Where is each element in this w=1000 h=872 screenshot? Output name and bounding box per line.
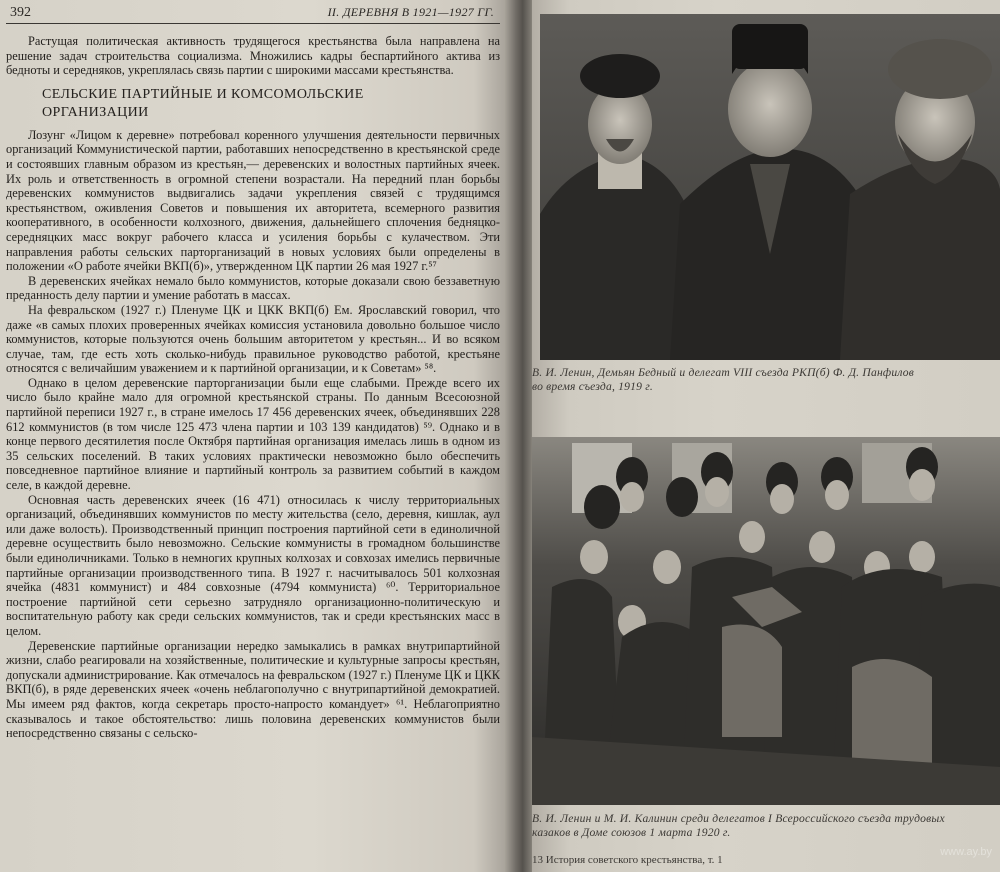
- caption-top-line2: во время съезда, 1919 г.: [532, 380, 653, 393]
- body-text: [6, 34, 500, 741]
- intro-paragraph: Растущая политическая активность трудящегося крестьянства была направлена на решение задач строительства социализма. Множились кадры беспартийного актива из бедноты и середняков, укреплялась связь партии с широкими массами крестьянства.: [6, 34, 500, 78]
- page-number: 392: [10, 5, 31, 20]
- paragraph-3: На февральском (1927 г.) Пленуме ЦК и ЦКК ВКП(б) Ем. Ярославский говорил, что даже «в самых плохих проверенных ячейках комиссия установила довольно большое число коммунистов, которые пользуются очень большим авторитетом у крестьян... И во всяком случае, там, где есть хоть сколько-нибудь правильное руководство работой, крестьяне относятся с величайшим уважением и к партийной организации, и к Советам» ⁵⁸.: [6, 302, 500, 376]
- photo-top-drawing: [540, 14, 1000, 360]
- caption-bottom: [532, 812, 1000, 840]
- paragraph-4: Однако в целом деревенские парторганизации были еще слабыми. Прежде всего их число было крайне мало для огромной крестьянской страны. По данным Всесоюзной партийной переписи 1927 г., в стране имелось 17 456 деревенских ячеек, объединявших 228 612 коммунистов (в том числе 125 473 члена партии и 103 139 кандидатов) ⁵⁹. Однако и в конце первого десятилетия после Октября партийная организация имелась лишь в одном из 35 сельских поселений. В таких условиях практически невозможно было обеспечить повседневное партийное влияние и партийный контроль за развитием событий в каждом селе, в каждой деревне.: [6, 375, 500, 493]
- caption-top-line1: В. И. Ленин, Демьян Бедный и делегат VIII съезда РКП(б) Ф. Д. Панфилов: [532, 366, 914, 379]
- running-title: II. ДЕРЕВНЯ В 1921—1927 ГГ.: [327, 5, 494, 19]
- paragraph-1: Лозунг «Лицом к деревне» потребовал коренного улучшения деятельности первичных организаций Коммунистической партии, работавших непосредственно в крестьянской среде и состоявших главным образом из крестьян,— деревенских и волостных партийных ячеек. Их роль и ответственность в огромной степени возрастали. На передний план борьбы деревенских коммунистов выдвигались задачи укрепления связей с трудящимся крестьянством, оживления Советов и повышения их авторитета, всемерного развития кооперативного, в особенности колхозного, движения, дальнейшего сплочения бедняцко-середняцких масс вокруг рабочего класса и усиления борьбы с кулачеством. Эти направления работы сельских парторганизаций в новых условиях были определены в положении «О работе ячейки ВКП(б)», утвержденном ЦК партии 26 мая 1927 г.⁵⁷: [6, 127, 500, 274]
- watermark: www.ay.by: [940, 846, 992, 858]
- photo-bottom-drawing: [532, 437, 1000, 805]
- caption-bottom-line1: В. И. Ленин и М. И. Калинин среди делегатов I Всероссийского съезда трудовых: [532, 812, 945, 825]
- photo-lenin-kalinin-delegates: [532, 437, 1000, 805]
- caption-top: [532, 366, 1000, 394]
- paragraph-5: Основная часть деревенских ячеек (16 471) относилась к числу территориальных организаций, объединявших коммунистов по месту жительства (село, деревня, кишлак, аул или даже волость). Производственный принцип построения партийной сети в единоличной деревне осуществить было невозможно. Сельские коммунисты в громадном большинстве были единоличниками. Только в немногих крупных колхозах и совхозах имелись первичные партийные организации производственного типа. В 1927 г. насчитывалось 501 колхозная ячейка (4831 коммунист) и 484 совхозные (4794 коммуниста) ⁶⁰. Территориальное построение партийной сети серьезно затрудняло организационно-политическую и воспитательную работу как среди сельских коммунистов, так и среди крестьянских масс в целом.: [6, 492, 500, 638]
- right-page: [532, 0, 1000, 872]
- section-heading: [42, 86, 500, 122]
- caption-bottom-line2: казаков в Доме союзов 1 марта 1920 г.: [532, 826, 731, 839]
- running-head: [6, 3, 500, 24]
- paragraph-2: В деревенских ячейках немало было коммунистов, которые доказали свою беззаветную преданность делу партии и умение работать в массах.: [6, 273, 500, 303]
- footer-note: 13 История советского крестьянства, т. 1: [532, 854, 723, 866]
- photo-lenin-bedny-panfilov: [540, 14, 1000, 360]
- section-heading-line1: СЕЛЬСКИЕ ПАРТИЙНЫЕ И КОМСОМОЛЬСКИЕ: [42, 86, 364, 102]
- section-heading-line2: ОРГАНИЗАЦИИ: [42, 104, 149, 120]
- paragraph-6: Деревенские партийные организации нередко замыкались в рамках внутрипартийной жизни, слабо реагировали на хозяйственные, политические и культурные запросы крестьян, допускали администрирование. Как отмечалось на февральском (1927 г.) Пленуме ЦК и ЦКК ВКП(б), в ряде деревенских ячеек «очень неблагополучно с внутрипартийной демократией. Мы имеем ряд фактов, когда секретарь просто-напросто командует» ⁶¹. Неблагоприятно сказывалось и такое обстоятельство: лишь половина деревенских коммунистов были непосредственно связаны с сельско-: [6, 638, 500, 741]
